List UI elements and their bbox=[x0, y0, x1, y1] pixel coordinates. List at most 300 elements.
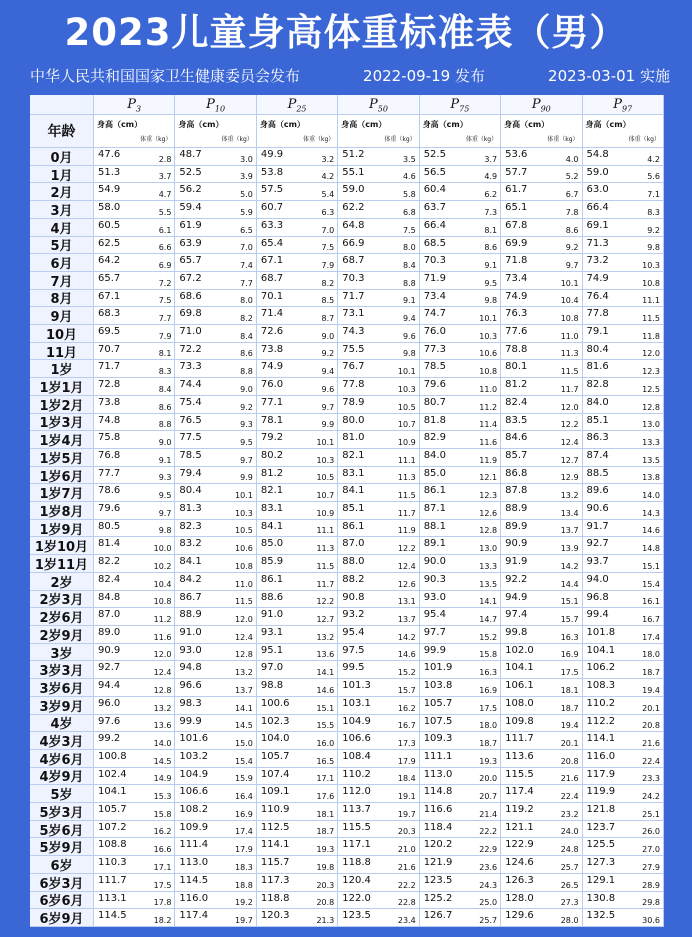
value-cell bbox=[501, 626, 582, 644]
weight-value: 8.6 bbox=[240, 349, 253, 359]
height-value: 97.7 bbox=[423, 626, 446, 638]
height-value: 125.5 bbox=[586, 839, 616, 851]
value-cell bbox=[420, 166, 501, 184]
value-cell bbox=[420, 661, 501, 679]
value-cell bbox=[257, 537, 338, 555]
value-cell bbox=[501, 467, 582, 485]
weight-unit-label: 体重（kg） bbox=[465, 136, 498, 143]
value-cell bbox=[420, 732, 501, 750]
weight-value: 9.1 bbox=[402, 296, 416, 306]
height-value: 94.9 bbox=[505, 591, 528, 603]
table-row bbox=[30, 148, 664, 166]
age-cell: 4岁 bbox=[30, 715, 94, 733]
table-row bbox=[30, 715, 664, 733]
value-cell bbox=[420, 909, 501, 927]
value-cell bbox=[338, 679, 419, 697]
height-value: 99.9 bbox=[423, 644, 446, 656]
height-value: 58.0 bbox=[98, 202, 121, 214]
weight-value: 20.8 bbox=[316, 898, 335, 908]
height-value: 69.8 bbox=[179, 308, 202, 320]
weight-value: 9.8 bbox=[402, 349, 416, 359]
height-unit-label: 身高（cm） bbox=[422, 120, 468, 129]
value-cell bbox=[420, 414, 501, 432]
height-value: 77.8 bbox=[342, 379, 365, 391]
weight-value: 11.3 bbox=[560, 349, 579, 359]
unit-header bbox=[175, 115, 256, 148]
value-cell bbox=[338, 449, 419, 467]
weight-value: 13.7 bbox=[235, 685, 253, 695]
value-cell bbox=[94, 272, 175, 290]
age-cell: 5岁 bbox=[30, 785, 94, 803]
weight-value: 8.3 bbox=[158, 367, 172, 377]
height-value: 117.4 bbox=[179, 910, 209, 922]
height-value: 92.2 bbox=[505, 573, 528, 585]
height-value: 107.5 bbox=[423, 715, 453, 727]
height-value: 104.0 bbox=[260, 733, 290, 745]
height-value: 98.8 bbox=[260, 680, 284, 692]
value-cell bbox=[583, 821, 664, 839]
weight-value: 10.3 bbox=[397, 384, 416, 394]
weight-value: 8.0 bbox=[402, 243, 416, 253]
weight-value: 9.8 bbox=[158, 526, 172, 536]
value-cell bbox=[257, 732, 338, 750]
percentile-header bbox=[338, 95, 419, 115]
value-cell bbox=[501, 166, 582, 184]
value-cell bbox=[420, 821, 501, 839]
page-title: 2023儿童身高体重标准表（男） bbox=[64, 11, 628, 54]
height-value: 82.3 bbox=[179, 520, 202, 532]
height-value: 62.2 bbox=[342, 202, 365, 214]
value-cell bbox=[175, 219, 256, 237]
weight-value: 8.7 bbox=[321, 314, 335, 324]
value-cell bbox=[257, 201, 338, 219]
weight-value: 9.0 bbox=[321, 331, 335, 341]
value-cell bbox=[420, 892, 501, 910]
weight-value: 10.1 bbox=[560, 278, 579, 288]
weight-value: 18.0 bbox=[642, 650, 660, 660]
value-cell bbox=[338, 378, 419, 396]
height-value: 74.9 bbox=[505, 290, 528, 302]
weight-value: 16.7 bbox=[397, 721, 416, 731]
weight-value: 13.8 bbox=[642, 473, 660, 483]
value-cell bbox=[175, 661, 256, 679]
height-value: 86.8 bbox=[505, 467, 528, 479]
height-value: 67.1 bbox=[260, 255, 284, 267]
height-value: 96.8 bbox=[586, 591, 609, 603]
value-cell bbox=[338, 715, 419, 733]
weight-value: 11.5 bbox=[560, 367, 579, 377]
height-value: 82.1 bbox=[342, 449, 365, 461]
age-cell: 3岁 bbox=[30, 644, 94, 662]
height-value: 111.7 bbox=[98, 874, 127, 886]
height-value: 83.1 bbox=[342, 467, 365, 479]
weight-value: 4.7 bbox=[158, 190, 172, 200]
value-cell bbox=[583, 785, 664, 803]
value-cell bbox=[257, 555, 338, 573]
percentile-letter: P bbox=[127, 97, 137, 112]
value-cell bbox=[94, 537, 175, 555]
value-cell bbox=[94, 183, 175, 201]
height-value: 97.6 bbox=[98, 715, 121, 727]
value-cell bbox=[420, 608, 501, 626]
age-cell: 1岁4月 bbox=[30, 431, 94, 449]
height-value: 78.9 bbox=[342, 396, 365, 408]
height-value: 68.7 bbox=[260, 272, 284, 284]
weight-value: 16.3 bbox=[560, 632, 579, 642]
value-cell bbox=[175, 537, 256, 555]
value-cell bbox=[420, 360, 501, 378]
weight-value: 14.8 bbox=[642, 544, 660, 554]
height-value: 70.3 bbox=[423, 255, 446, 267]
weight-value: 10.8 bbox=[479, 367, 498, 377]
weight-value: 10.0 bbox=[153, 544, 172, 554]
weight-value: 13.6 bbox=[153, 721, 172, 731]
value-cell bbox=[338, 414, 419, 432]
height-value: 78.1 bbox=[260, 414, 284, 426]
value-cell bbox=[583, 502, 664, 520]
height-value: 85.9 bbox=[260, 556, 284, 568]
height-value: 76.4 bbox=[586, 290, 609, 302]
height-value: 76.0 bbox=[423, 326, 446, 338]
value-cell bbox=[501, 290, 582, 308]
weight-value: 21.0 bbox=[397, 845, 416, 855]
height-value: 110.2 bbox=[586, 697, 616, 709]
value-cell bbox=[175, 626, 256, 644]
weight-value: 14.7 bbox=[479, 614, 498, 624]
weight-value: 10.5 bbox=[397, 402, 416, 412]
value-cell bbox=[94, 166, 175, 184]
value-cell bbox=[338, 555, 419, 573]
weight-value: 10.1 bbox=[397, 367, 416, 377]
weight-value: 7.4 bbox=[240, 260, 253, 270]
value-cell bbox=[338, 644, 419, 662]
weight-value: 19.3 bbox=[479, 756, 498, 766]
weight-value: 20.1 bbox=[642, 703, 660, 713]
value-cell bbox=[175, 290, 256, 308]
weight-value: 9.7 bbox=[240, 455, 253, 465]
value-cell bbox=[94, 254, 175, 272]
table-row bbox=[30, 307, 664, 325]
weight-unit-label: 体重（kg） bbox=[547, 136, 579, 143]
height-value: 101.9 bbox=[423, 662, 453, 674]
value-cell bbox=[338, 484, 419, 502]
weight-value: 13.0 bbox=[479, 544, 498, 554]
weight-value: 14.9 bbox=[153, 774, 172, 784]
value-cell bbox=[257, 307, 338, 325]
weight-value: 13.4 bbox=[560, 508, 579, 518]
height-value: 104.1 bbox=[98, 786, 127, 798]
value-cell bbox=[583, 431, 664, 449]
weight-value: 9.4 bbox=[402, 314, 416, 324]
weight-value: 19.3 bbox=[316, 845, 335, 855]
height-value: 95.1 bbox=[260, 644, 284, 656]
height-value: 84.2 bbox=[179, 573, 202, 585]
weight-value: 11.5 bbox=[316, 561, 335, 571]
weight-value: 15.1 bbox=[316, 703, 335, 713]
height-value: 85.7 bbox=[505, 449, 528, 461]
height-value: 116.6 bbox=[423, 804, 453, 816]
value-cell bbox=[94, 148, 175, 166]
height-value: 100.6 bbox=[260, 697, 290, 709]
weight-value: 7.0 bbox=[240, 243, 253, 253]
value-cell bbox=[338, 237, 419, 255]
value-cell bbox=[501, 856, 582, 874]
value-cell bbox=[338, 626, 419, 644]
weight-value: 15.2 bbox=[397, 668, 416, 678]
value-cell bbox=[583, 608, 664, 626]
weight-value: 11.1 bbox=[642, 296, 660, 306]
value-cell bbox=[338, 697, 419, 715]
age-cell: 9月 bbox=[30, 307, 94, 325]
weight-value: 16.5 bbox=[316, 756, 335, 766]
weight-value: 13.0 bbox=[642, 420, 660, 430]
weight-value: 8.1 bbox=[158, 349, 172, 359]
weight-value: 10.2 bbox=[153, 561, 172, 571]
weight-value: 21.6 bbox=[560, 774, 579, 784]
height-value: 119.2 bbox=[505, 804, 534, 816]
weight-value: 10.3 bbox=[235, 508, 253, 518]
table-row bbox=[30, 378, 664, 396]
age-cell: 8月 bbox=[30, 290, 94, 308]
weight-value: 11.5 bbox=[235, 597, 253, 607]
value-cell bbox=[175, 591, 256, 609]
weight-value: 21.6 bbox=[397, 862, 416, 872]
value-cell bbox=[583, 183, 664, 201]
height-value: 88.1 bbox=[423, 520, 446, 532]
value-cell bbox=[501, 449, 582, 467]
age-cell: 2岁3月 bbox=[30, 591, 94, 609]
height-value: 78.5 bbox=[423, 361, 446, 373]
value-cell bbox=[257, 431, 338, 449]
height-value: 97.4 bbox=[505, 609, 528, 621]
weight-value: 8.4 bbox=[402, 260, 416, 270]
height-value: 90.6 bbox=[586, 503, 609, 515]
value-cell bbox=[94, 325, 175, 343]
value-cell bbox=[338, 591, 419, 609]
value-cell bbox=[338, 467, 419, 485]
height-value: 87.8 bbox=[505, 485, 528, 497]
weight-value: 8.3 bbox=[647, 207, 660, 217]
value-cell bbox=[257, 254, 338, 272]
age-cell: 11月 bbox=[30, 343, 94, 361]
height-unit-label: 身高（cm） bbox=[178, 120, 224, 129]
weight-value: 9.7 bbox=[321, 402, 335, 412]
age-cell: 1岁10月 bbox=[30, 537, 94, 555]
value-cell bbox=[583, 591, 664, 609]
height-value: 125.2 bbox=[423, 892, 453, 904]
value-cell bbox=[420, 219, 501, 237]
value-cell bbox=[501, 555, 582, 573]
weight-value: 11.7 bbox=[316, 579, 335, 589]
height-value: 67.1 bbox=[98, 290, 121, 302]
weight-value: 6.9 bbox=[158, 260, 172, 270]
height-value: 73.1 bbox=[342, 308, 365, 320]
value-cell bbox=[175, 697, 256, 715]
weight-value: 27.0 bbox=[642, 845, 660, 855]
value-cell bbox=[583, 909, 664, 927]
weight-value: 22.4 bbox=[560, 792, 579, 802]
height-value: 68.7 bbox=[342, 255, 365, 267]
weight-value: 3.0 bbox=[240, 154, 253, 164]
weight-value: 10.1 bbox=[479, 314, 498, 324]
weight-value: 12.2 bbox=[397, 544, 416, 554]
value-cell bbox=[420, 467, 501, 485]
value-cell bbox=[583, 626, 664, 644]
value-cell bbox=[257, 892, 338, 910]
height-value: 114.1 bbox=[260, 839, 290, 851]
height-value: 63.0 bbox=[586, 184, 609, 196]
height-value: 66.9 bbox=[342, 237, 365, 249]
weight-value: 2.8 bbox=[158, 154, 172, 164]
weight-value: 8.6 bbox=[565, 225, 579, 235]
weight-value: 11.8 bbox=[642, 331, 660, 341]
height-value: 73.4 bbox=[505, 272, 528, 284]
height-value: 115.7 bbox=[260, 857, 290, 869]
weight-value: 18.2 bbox=[153, 915, 172, 925]
weight-value: 26.5 bbox=[560, 880, 579, 890]
height-value: 76.5 bbox=[179, 414, 202, 426]
weight-value: 14.5 bbox=[235, 721, 253, 731]
height-value: 82.4 bbox=[505, 396, 528, 408]
weight-value: 17.1 bbox=[153, 862, 172, 872]
height-value: 59.4 bbox=[179, 202, 202, 214]
value-cell bbox=[175, 414, 256, 432]
percentile-letter: P bbox=[206, 97, 215, 112]
weight-value: 12.3 bbox=[479, 491, 498, 501]
weight-value: 8.4 bbox=[158, 384, 172, 394]
value-cell bbox=[420, 856, 501, 874]
weight-value: 22.9 bbox=[479, 845, 498, 855]
height-value: 71.3 bbox=[586, 237, 609, 249]
value-cell bbox=[501, 272, 582, 290]
height-value: 89.0 bbox=[98, 626, 121, 638]
table-row bbox=[30, 396, 664, 414]
height-value: 101.6 bbox=[179, 733, 209, 745]
value-cell bbox=[420, 803, 501, 821]
weight-value: 15.4 bbox=[235, 756, 253, 766]
value-cell bbox=[257, 626, 338, 644]
value-cell bbox=[420, 502, 501, 520]
height-value: 79.4 bbox=[179, 467, 202, 479]
height-value: 48.7 bbox=[179, 149, 202, 160]
value-cell bbox=[501, 183, 582, 201]
weight-value: 24.3 bbox=[479, 880, 498, 890]
table-row bbox=[30, 644, 664, 662]
height-value: 98.3 bbox=[179, 697, 202, 709]
height-value: 68.3 bbox=[98, 308, 121, 320]
value-cell bbox=[257, 396, 338, 414]
weight-value: 10.4 bbox=[153, 579, 172, 589]
weight-value: 11.0 bbox=[235, 579, 253, 589]
weight-value: 25.1 bbox=[642, 809, 660, 819]
height-value: 105.7 bbox=[423, 697, 453, 709]
age-cell: 5岁9月 bbox=[30, 838, 94, 856]
height-value: 66.4 bbox=[423, 219, 446, 231]
table-row bbox=[30, 856, 664, 874]
weight-value: 11.6 bbox=[479, 437, 498, 447]
table-row bbox=[30, 661, 664, 679]
height-value: 113.6 bbox=[505, 750, 534, 762]
value-cell bbox=[175, 467, 256, 485]
height-value: 118.8 bbox=[260, 892, 290, 904]
value-cell bbox=[501, 715, 582, 733]
height-value: 82.1 bbox=[260, 485, 284, 497]
weight-value: 9.5 bbox=[240, 437, 253, 447]
height-value: 83.2 bbox=[179, 538, 202, 550]
value-cell bbox=[175, 750, 256, 768]
table-row bbox=[30, 360, 664, 378]
value-cell bbox=[583, 396, 664, 414]
value-cell bbox=[338, 803, 419, 821]
height-value: 120.4 bbox=[342, 874, 371, 886]
weight-value: 13.2 bbox=[560, 491, 579, 501]
unit-header bbox=[94, 115, 175, 148]
weight-value: 12.0 bbox=[153, 650, 172, 660]
weight-value: 14.6 bbox=[642, 526, 660, 536]
age-cell: 5岁3月 bbox=[30, 803, 94, 821]
height-value: 118.8 bbox=[342, 857, 371, 869]
weight-value: 10.3 bbox=[479, 331, 498, 341]
height-value: 72.6 bbox=[260, 326, 284, 338]
weight-value: 17.4 bbox=[642, 632, 660, 642]
value-cell bbox=[420, 183, 501, 201]
weight-value: 19.8 bbox=[316, 862, 335, 872]
value-cell bbox=[257, 573, 338, 591]
value-cell bbox=[338, 608, 419, 626]
value-cell bbox=[583, 484, 664, 502]
table-row bbox=[30, 520, 664, 538]
value-cell bbox=[257, 378, 338, 396]
unit-header bbox=[257, 115, 338, 148]
weight-value: 11.7 bbox=[560, 384, 579, 394]
weight-value: 25.7 bbox=[479, 915, 498, 925]
value-cell bbox=[338, 502, 419, 520]
height-value: 91.0 bbox=[260, 609, 284, 621]
height-value: 116.0 bbox=[586, 750, 616, 762]
weight-value: 12.0 bbox=[642, 349, 660, 359]
height-value: 117.1 bbox=[342, 839, 371, 851]
height-value: 57.7 bbox=[505, 166, 528, 178]
weight-value: 12.8 bbox=[153, 685, 172, 695]
height-value: 95.4 bbox=[423, 609, 446, 621]
weight-value: 16.9 bbox=[479, 685, 498, 695]
value-cell bbox=[583, 520, 664, 538]
height-value: 82.8 bbox=[586, 379, 609, 391]
weight-value: 20.7 bbox=[479, 792, 498, 802]
height-value: 93.2 bbox=[342, 609, 365, 621]
height-value: 71.0 bbox=[179, 326, 202, 338]
weight-value: 10.5 bbox=[235, 526, 253, 536]
height-value: 59.0 bbox=[342, 184, 365, 196]
weight-value: 10.4 bbox=[560, 296, 579, 306]
height-value: 90.0 bbox=[423, 556, 446, 568]
height-value: 74.8 bbox=[98, 414, 121, 426]
value-cell bbox=[501, 396, 582, 414]
weight-value: 9.2 bbox=[647, 225, 660, 235]
weight-value: 10.8 bbox=[153, 597, 172, 607]
height-value: 102.0 bbox=[505, 644, 534, 656]
height-value: 79.6 bbox=[98, 503, 121, 515]
weight-unit-label: 体重（kg） bbox=[140, 136, 172, 143]
height-value: 90.8 bbox=[342, 591, 365, 603]
height-value: 94.4 bbox=[98, 680, 121, 692]
height-value: 76.3 bbox=[505, 308, 528, 320]
value-cell bbox=[501, 431, 582, 449]
weight-value: 4.6 bbox=[402, 172, 416, 182]
weight-value: 4.0 bbox=[565, 154, 579, 164]
height-value: 119.9 bbox=[586, 786, 616, 798]
height-value: 72.2 bbox=[179, 343, 202, 355]
